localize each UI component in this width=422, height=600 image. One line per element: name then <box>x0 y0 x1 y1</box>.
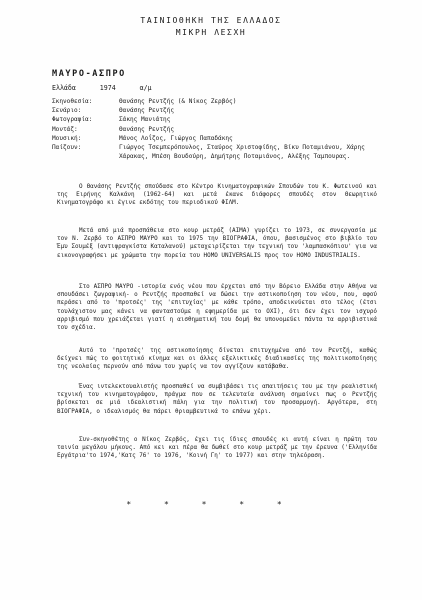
film-country: Ελλάδα <box>52 84 76 92</box>
paragraph-codirector: Συν-σκηνοθέτης ο Νίκος Ζερβός, έχει τις ίδιες σπουδές κι αυτή είναι η πρώτη του ταινία μεγάλου μήκους. Από κει και πέρα θα δωθεί στο κουρ μετράζ με την έρευνα ('Ελληνίδα Εργάτρια'το 1974,'Κατς 76' το 1976, 'Κοινή Γη' το 1977) και στην τηλεόραση. <box>57 436 377 460</box>
paragraph-director-bio: Ο Θανάσης Ρεντζής σπούδασε στο Κέντρο Κινηματογραφικών Σπουδών του Κ. Φωτεινού και της Ειρήνης Καλκάνη (1962-64) και μετά έκανε διάφορες σπουδές στον Θεωρητικό Κινηματογράφο κι έγινε εκδότης του περιοδικού ΦΙΛΜ. <box>57 183 377 207</box>
credit-value: Μάνος Λοΐζος, Γιώργος Παπαδάκης <box>119 134 233 142</box>
credit-row-music <box>52 134 392 143</box>
credits-list <box>52 97 392 161</box>
institution-name: ΤΑΙΝΙΟΘΗΚΗ ΤΗΣ ΕΛΛΑΔΟΣ <box>140 16 282 25</box>
film-meta <box>52 84 152 92</box>
credit-row-photography <box>52 115 392 124</box>
credit-label: Μουσική: <box>52 134 82 142</box>
paragraph-filmography: Μετά από μιά προσπάθεια στο κουρ μετράζ (ΑΙΜΑ) γυρίζει το 1973, σε συνεργασία με τον Ν. Ζερβό το ΑΣΠΡΟ ΜΑΥΡΟ και το 1975 την ΒΙΟΓΡΑΦΙΑ, όπου, βασισμένος στο βιβλίο του Έμυ Σουμέξ (αντιφραγκίστα Καταλανού) μεταχειρίζεται την τεχνική του 'λαμπασκόπιου' για να εικονογραφήσει με χρώματα την πορεία του HOMO UNIVERSALIS προς τον HOMO INDUSTRIALIS. <box>57 227 377 259</box>
credit-label: Παίζουν: <box>52 144 82 152</box>
film-year: 1974 <box>99 84 116 92</box>
closing-stars: * * * * * <box>126 500 296 509</box>
film-format: α/μ <box>139 84 152 92</box>
credit-label: Φωτογραφία: <box>52 116 93 124</box>
film-title: ΜΑΥΡΟ-ΑΣΠΡΟ <box>52 69 126 79</box>
credit-row-screenplay <box>52 106 392 115</box>
club-name: ΜΙΚΡΗ ΛΕΣΧΗ <box>175 28 247 37</box>
credit-value: Θανάσης Ρεντζής <box>119 107 175 115</box>
credit-row-cast <box>52 143 392 161</box>
credit-value: Γιώργος Τσεμπερόπουλος, Σταύρος Χριστοφίδης, Βίκυ Ποταμιάνου, Χάρης Χάρακας, Μπέση Βουδούρη, Δημήτρης Ποταμιάνος, Αλέξης Ταμπουρας. <box>119 144 365 161</box>
credit-row-editing <box>52 125 392 134</box>
credit-label: Σκηνοθεσία: <box>52 98 93 105</box>
credit-label: Σενάριο: <box>52 107 82 115</box>
credit-value: Θανάσης Ρεντζής <box>119 125 175 133</box>
paragraph-intellectualism: Ένας ιντελεκτουαλιστής προσπαθεί να συμβιβάσει τις απαιτήσεις του με την ρεαλιστική τεχνική του κινηματογράφου, πράγμα που σε τελευταία ανάλυση σημαίνει πως ο Ρεντζής βρίσκεται σε μιά ιδεαλιστική πάλη για την πολιτική του προσαρμογή. Αργότερα, στη ΒΙΟΓΡΑΦΙΑ, ο ιδεαλισμός θα πάρει θριαμβευτικά το επάνω χέρι. <box>57 383 377 415</box>
credit-label: Μοντάζ: <box>52 125 78 133</box>
credit-row-direction <box>52 97 392 106</box>
paragraph-plot: Στο ΑΣΠΡΟ ΜΑΥΡΟ -ιστορία ενός νέου που έρχεται από την Βόρειο Ελλάδα στην Αθήνα να σπουδάσει ζωγραφική- ο Ρεντζής προσπαθεί να δώσει την αστικοποίηση του νέου, που, αφού περάσει από το 'προτσές' της 'επιτυχίας' με κάθε τρόπο, απoδεικνύεται στο τέλος (έτσι τουλάχιστον μας κάνει να φανταστούμε η εφημερίδα με το ΟΧΙ), ότι δεν έχει τον ισχυρό αρριβισμό που χρειάζεται γιατί η αισθηματική του δομή θα υπονομεύει πάντα τα αρριβιστικά του σχέδια. <box>57 283 377 332</box>
paragraph-politicization: Αυτό το 'προτσές' της αστικοποίησης δίνεται επιτυχημένα από τον Ρεντζή, καθώς δείχνει πώς το φοιτητικό κίνημα και οι άλλες εξελικτικές διαδικασίες της πολιτικοποίησης της νεολαίας περνούν από πάνω του χωρίς να τον αγγίζουν κατάβαθα. <box>57 347 377 371</box>
credit-value: Σάκης Μανιάτης <box>119 116 171 124</box>
credit-value: Θανάσης Ρεντζής (& Νίκος Ζερβός) <box>119 98 237 105</box>
